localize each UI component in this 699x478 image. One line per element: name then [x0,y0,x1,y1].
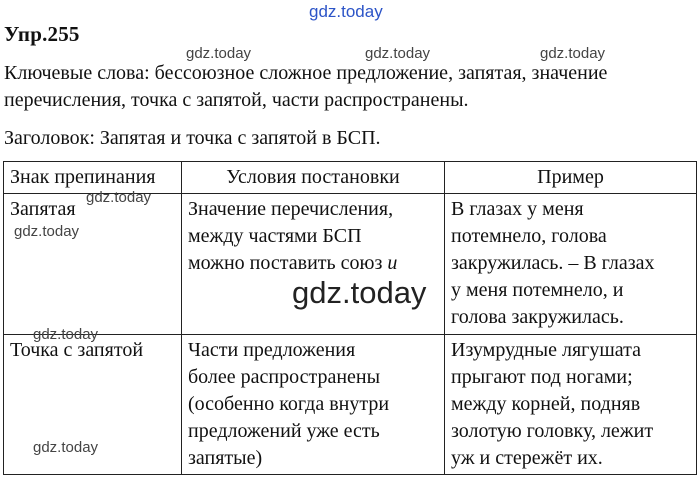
condition-line: Части предложения [188,339,356,361]
watermark-top: gdz.today [309,2,383,21]
condition-line: более распространены [188,366,381,388]
header-sign: Знак препинания [4,162,182,194]
watermark: gdz.today [33,439,99,456]
condition-text: можно поставить союз [188,252,388,274]
condition-line [188,250,438,277]
conjunction-italic: и [387,252,398,274]
example-line: Изумрудные лягушата [451,339,641,361]
example-line: у меня потемнело, и [451,279,624,301]
exercise-title: Упр.255 [4,22,80,46]
condition-line: (особенно когда внутри [188,393,390,415]
example-line: уж и стережёт их. [451,447,603,469]
sign-text: Точка с запятой [10,339,144,361]
watermark: gdz.today [86,189,152,206]
cell-condition [182,194,445,335]
watermark: gdz.today [365,45,431,62]
example-line: прыгают под ногами; [451,366,633,388]
condition-line: запятые) [188,447,263,469]
example-line: закружилась. – В глазах [451,252,655,274]
example-line: В глазах у меня [451,198,584,220]
cell-example [445,194,697,335]
watermark-large: gdz.today [292,275,427,310]
example-line: потемнело, голова [451,225,607,247]
condition-line: между частями БСП [188,225,362,247]
example-line: голова закружилась. [451,306,624,328]
watermark: gdz.today [540,45,606,62]
condition-line: предложений уже есть [188,420,380,442]
sign-text: Запятая [10,198,76,220]
condition-line: Значение перечисления, [188,198,394,220]
header-condition: Условия постановки [182,162,445,194]
watermark: gdz.today [33,326,99,343]
punctuation-table [3,161,697,475]
table-row [4,194,697,335]
example-line: между корней, подняв [451,393,641,415]
cell-example [445,335,697,475]
table-row [4,335,697,475]
watermark: gdz.today [14,223,80,240]
cell-sign [4,194,182,335]
keywords-line-1: Ключевые слова: бессоюзное сложное предложение, запятая, значение [4,62,608,84]
example-line: золотую головку, лежит [451,420,654,442]
watermark: gdz.today [186,45,252,62]
heading-line: Заголовок: Запятая и точка с запятой в БСП. [4,127,381,149]
cell-condition [182,335,445,475]
keywords-line-2: перечисления, точка с запятой, части распространены. [4,89,469,111]
header-example: Пример [445,162,697,194]
